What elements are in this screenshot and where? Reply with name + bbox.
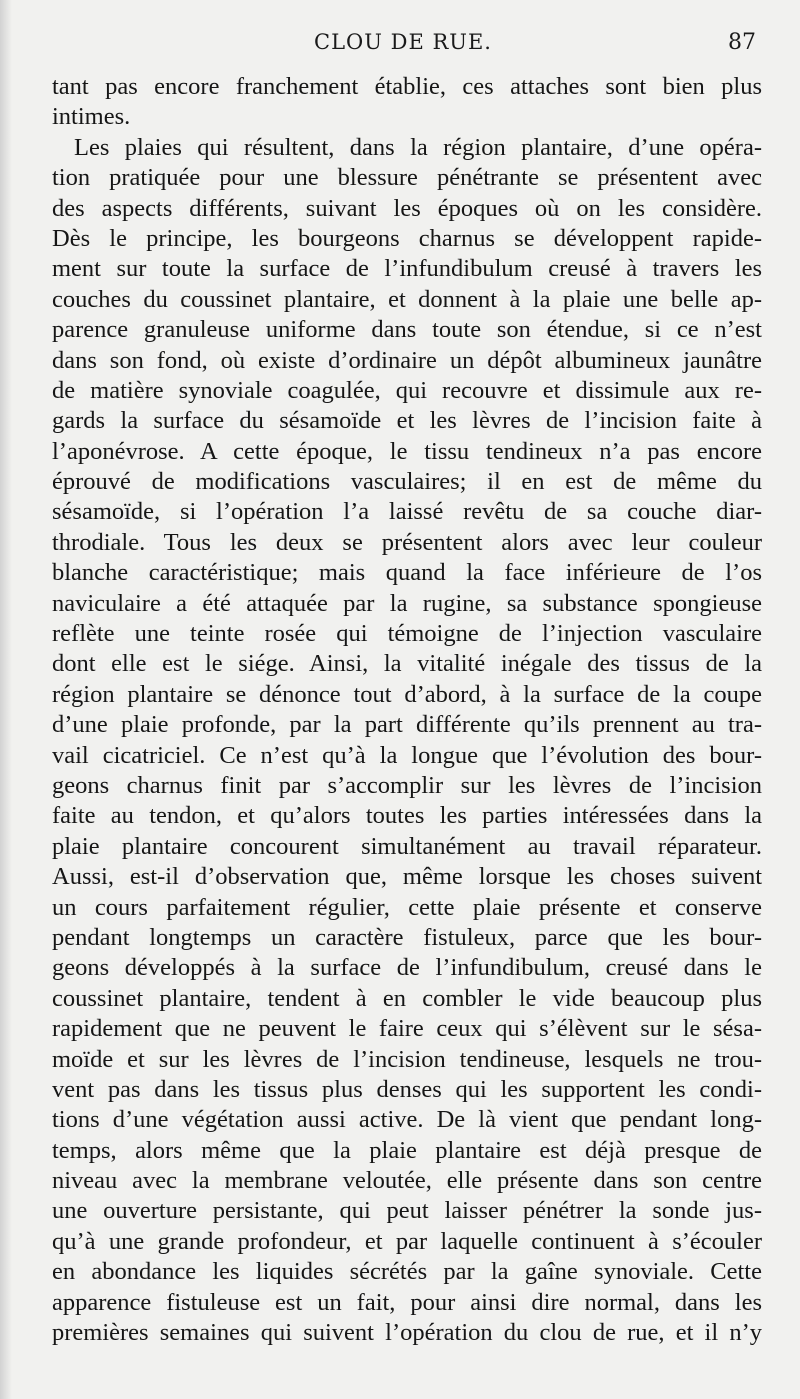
text-line: Dès le principe, les bourgeons charnus se développent rapide-: [52, 224, 762, 252]
text-line: sésamoïde, si l’opération l’a laissé revêtu de sa couche diar-: [52, 498, 762, 526]
body-text: [52, 72, 762, 1348]
text-line: en abondance les liquides sécrétés par la gaîne synoviale. Cette: [52, 1258, 762, 1286]
text-line: région plantaire se dénonce tout d’abord, à la surface de la coupe: [52, 680, 762, 708]
text-line: tions d’une végétation aussi active. De là vient que pendant long-: [52, 1106, 762, 1134]
text-line: couches du coussinet plantaire, et donnent à la plaie une belle ap-: [52, 285, 762, 313]
text-line: vent pas dans les tissus plus denses qui les supportent les condi-: [52, 1075, 762, 1103]
text-line: premières semaines qui suivent l’opération du clou de rue, et il n’y: [52, 1319, 762, 1347]
text-line: temps, alors même que la plaie plantaire est déjà presque de: [52, 1136, 762, 1164]
paragraph-start-line: Les plaies qui résultent, dans la région plantaire, d’une opéra-: [74, 133, 762, 161]
text-line: dans son fond, où existe d’ordinaire un dépôt albumineux jaunâtre: [52, 346, 762, 374]
text-line: geons développés à la surface de l’infundibulum, creusé dans le: [52, 954, 762, 982]
text-line: reflète une teinte rosée qui témoigne de l’injection vasculaire: [52, 620, 762, 648]
text-line: tion pratiquée pour une blessure pénétrante se présentent avec: [52, 164, 762, 192]
text-line: gards la surface du sésamoïde et les lèvres de l’incision faite à: [52, 407, 762, 435]
text-line: naviculaire a été attaquée par la rugine, sa substance spongieuse: [52, 589, 762, 617]
text-line: blanche caractéristique; mais quand la face inférieure de l’os: [52, 559, 762, 587]
text-line: coussinet plantaire, tendent à en combler le vide beaucoup plus: [52, 984, 762, 1012]
text-line: apparence fistuleuse est un fait, pour ainsi dire normal, dans les: [52, 1288, 762, 1316]
text-line: rapidement que ne peuvent le faire ceux qui s’élèvent sur le sésa-: [52, 1015, 762, 1043]
text-line: parence granuleuse uniforme dans toute son étendue, si ce n’est: [52, 316, 762, 344]
text-line: un cours parfaitement régulier, cette plaie présente et conserve: [52, 893, 762, 921]
text-line: niveau avec la membrane veloutée, elle présente dans son centre: [52, 1167, 762, 1195]
page-number: 87: [728, 30, 756, 55]
running-title: CLOU DE RUE.: [314, 30, 492, 54]
text-line: Aussi, est-il d’observation que, même lorsque les choses suivent: [52, 863, 762, 891]
text-line: éprouvé de modifications vasculaires; il en est de même du: [52, 468, 762, 496]
text-line: des aspects différents, suivant les époques où on les considère.: [52, 194, 762, 222]
text-line: de matière synoviale coagulée, qui recouvre et dissimule aux re-: [52, 376, 762, 404]
text-line: d’une plaie profonde, par la part différente qu’ils prennent au tra-: [52, 711, 762, 739]
text-line: throdiale. Tous les deux se présentent alors avec leur couleur: [52, 528, 762, 556]
text-line: intimes.: [52, 103, 131, 131]
text-line: dont elle est le siége. Ainsi, la vitalité inégale des tissus de la: [52, 650, 762, 678]
text-line: une ouverture persistante, qui peut laisser pénétrer la sonde jus-: [52, 1197, 762, 1225]
text-line: vail cicatriciel. Ce n’est qu’à la longue que l’évolution des bour-: [52, 741, 762, 769]
text-line: qu’à une grande profondeur, et par laquelle continuent à s’écouler: [52, 1227, 762, 1255]
text-line: geons charnus finit par s’accomplir sur les lèvres de l’incision: [52, 771, 762, 799]
page-header: [50, 30, 756, 64]
text-line: plaie plantaire concourent simultanément au travail réparateur.: [52, 832, 762, 860]
text-line: moïde et sur les lèvres de l’incision tendineuse, lesquels ne trou-: [52, 1045, 762, 1073]
text-line: tant pas encore franchement établie, ces attaches sont bien plus: [52, 73, 762, 100]
text-line: pendant longtemps un caractère fistuleux, parce que les bour-: [52, 923, 762, 951]
page-gutter-shadow: [0, 0, 12, 1399]
text-line: faite au tendon, et qu’alors toutes les parties intéressées dans la: [52, 802, 762, 830]
text-line: l’aponévrose. A cette époque, le tissu tendineux n’a pas encore: [52, 437, 762, 465]
text-line: ment sur toute la surface de l’infundibulum creusé à travers les: [52, 255, 762, 283]
